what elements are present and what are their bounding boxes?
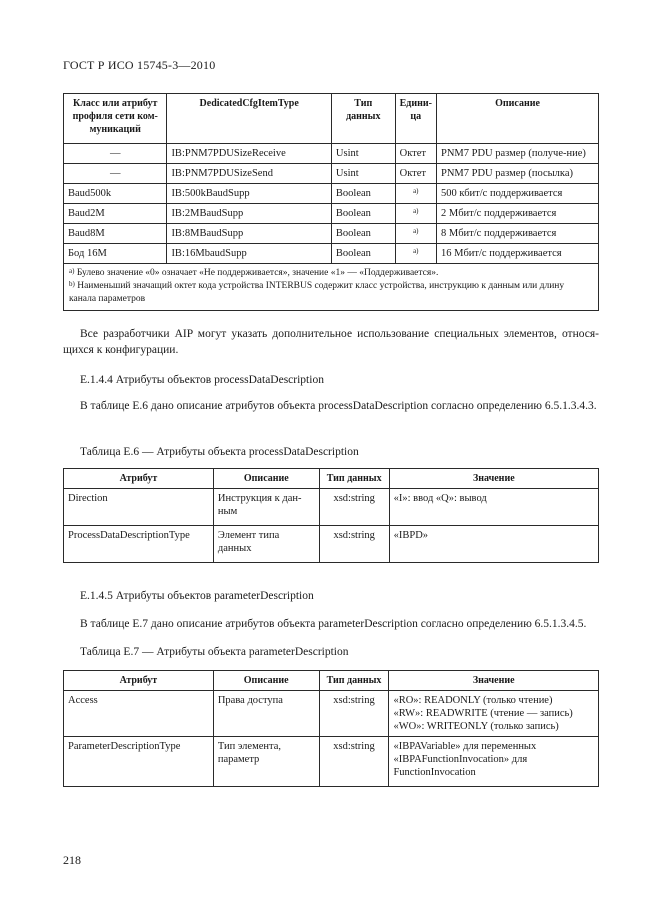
table-cell: Права доступа: [213, 691, 319, 737]
column-header: Тип данных: [319, 469, 389, 489]
table-notes-row: [64, 264, 599, 311]
table-cell: Инструкция к дан-ным: [213, 489, 319, 526]
table-title: Таблица Е.7 — Атрибуты объекта parameterDescription: [80, 646, 349, 658]
table-header-row: [64, 671, 599, 691]
column-header: Атрибут: [64, 671, 214, 691]
table-title: Таблица Е.6 — Атрибуты объекта processDataDescription: [80, 446, 359, 458]
table-cell: xsd:string: [319, 691, 389, 737]
section-heading: Е.1.4.4 Атрибуты объектов processDataDescription: [80, 374, 324, 386]
table-row: [64, 204, 599, 224]
value-line: «WO»: WRITEONLY (только запись): [393, 721, 559, 732]
table-cell: Boolean: [331, 224, 395, 244]
footnote-marker: а): [69, 267, 75, 275]
column-header: Описание: [436, 94, 598, 144]
value-line: «RW»: READWRITE (чтение — запись): [393, 708, 573, 719]
table-cell: IB:16MbaudSupp: [167, 244, 331, 264]
table-cell: 2 Мбит/с поддерживается: [436, 204, 598, 224]
table-cell: Октет: [395, 144, 436, 164]
table-cell: PNM7 PDU размер (посылка): [436, 164, 598, 184]
table-row: [64, 184, 599, 204]
table-e6: [63, 468, 599, 563]
table-cell: «IBPD»: [389, 526, 598, 563]
paragraph: В таблице Е.7 дано описание атрибутов объекта parameterDescription согласно определению 6.5.1.3.4.5.: [80, 618, 587, 630]
footnote-marker: а): [413, 207, 419, 215]
table-cell: Boolean: [331, 204, 395, 224]
table-cell: [389, 737, 599, 787]
page-number: 218: [63, 853, 81, 867]
table-row: [64, 244, 599, 264]
column-header: Едини-ца: [395, 94, 436, 144]
table-header-row: [64, 94, 599, 144]
table-row: [64, 164, 599, 184]
note-a: [69, 267, 593, 280]
table-cell: PNM7 PDU размер (получе-ние): [436, 144, 598, 164]
paragraph: Все разработчики AIP могут указать дополнительное использование специальных элементов, относя-щихся к конфигурации.: [63, 328, 599, 356]
table-cell: [395, 204, 436, 224]
note-a-text: Булево значение «0» означает «Не поддерживается», значение «1» — «Поддерживается».: [76, 268, 439, 278]
table-notes: [64, 264, 599, 311]
table-cell: IB:500kBaudSupp: [167, 184, 331, 204]
table-cell: IB:2MBaudSupp: [167, 204, 331, 224]
table-cell: [389, 691, 599, 737]
note-b-text: Наименьший значащий октет кода устройства INTERBUS содержит класс устройства, инструкцию к данным или длину канала параметров: [69, 281, 565, 304]
column-header: DedicatedCfgItemType: [167, 94, 331, 144]
section-heading: Е.1.4.5 Атрибуты объектов parameterDescription: [80, 590, 314, 602]
column-header: Описание: [213, 671, 319, 691]
table-cell: IB:PNM7PDUSizeReceive: [167, 144, 331, 164]
column-header: Значение: [389, 671, 599, 691]
table-cell: 16 Мбит/с поддерживается: [436, 244, 598, 264]
table-cell: «I»: ввод «Q»: вывод: [389, 489, 598, 526]
table-cell: xsd:string: [319, 737, 389, 787]
footnote-marker: b): [69, 280, 75, 288]
table-cell: [395, 184, 436, 204]
table-header-row: [64, 469, 599, 489]
footnote-marker: а): [413, 227, 419, 235]
table-network-profile: [63, 93, 599, 311]
table-row: [64, 691, 599, 737]
table-cell: ProcessDataDescriptionType: [64, 526, 214, 563]
table-row: [64, 737, 599, 787]
column-header: Тип данных: [319, 671, 389, 691]
table-cell: Usint: [331, 144, 395, 164]
footnote-marker: а): [413, 187, 419, 195]
column-header: Описание: [213, 469, 319, 489]
table-cell: [395, 244, 436, 264]
table-row: [64, 526, 599, 563]
table-cell: Boolean: [331, 184, 395, 204]
table-cell: 8 Мбит/с поддерживается: [436, 224, 598, 244]
value-line: «IBPAVariable» для переменных: [393, 741, 537, 752]
table-cell: Октет: [395, 164, 436, 184]
table-row: [64, 144, 599, 164]
table-row: [64, 224, 599, 244]
table-cell: Usint: [331, 164, 395, 184]
table-cell: xsd:string: [319, 526, 389, 563]
document-header: ГОСТ Р ИСО 15745-3—2010: [63, 58, 216, 72]
value-line: «IBPAFunctionInvocation» для FunctionInvocation: [393, 754, 528, 778]
paragraph: В таблице Е.6 дано описание атрибутов объекта processDataDescription согласно определению 6.5.1.3.4.3.: [80, 400, 597, 412]
table-cell: —: [64, 164, 167, 184]
table-cell: IB:PNM7PDUSizeSend: [167, 164, 331, 184]
column-header: Тип данных: [331, 94, 395, 144]
column-header: Атрибут: [64, 469, 214, 489]
table-cell: —: [64, 144, 167, 164]
table-cell: 500 кбит/с поддерживается: [436, 184, 598, 204]
table-cell: Baud8M: [64, 224, 167, 244]
table-cell: Baud500k: [64, 184, 167, 204]
table-cell: xsd:string: [319, 489, 389, 526]
table-e7: [63, 670, 599, 787]
note-b: [69, 280, 593, 306]
table-cell: IB:8MBaudSupp: [167, 224, 331, 244]
value-line: «RO»: READONLY (только чтение): [393, 695, 553, 706]
column-header: Значение: [389, 469, 598, 489]
table-cell: Boolean: [331, 244, 395, 264]
table-cell: Бод 16M: [64, 244, 167, 264]
table-cell: ParameterDescriptionType: [64, 737, 214, 787]
column-header: Класс или атрибут профиля сети ком-муникаций: [64, 94, 167, 144]
table-cell: Access: [64, 691, 214, 737]
table-cell: Direction: [64, 489, 214, 526]
footnote-marker: а): [413, 247, 419, 255]
table-cell: Тип элемента, параметр: [213, 737, 319, 787]
table-cell: Элемент типа данных: [213, 526, 319, 563]
table-row: [64, 489, 599, 526]
table-cell: Baud2M: [64, 204, 167, 224]
table-cell: [395, 224, 436, 244]
